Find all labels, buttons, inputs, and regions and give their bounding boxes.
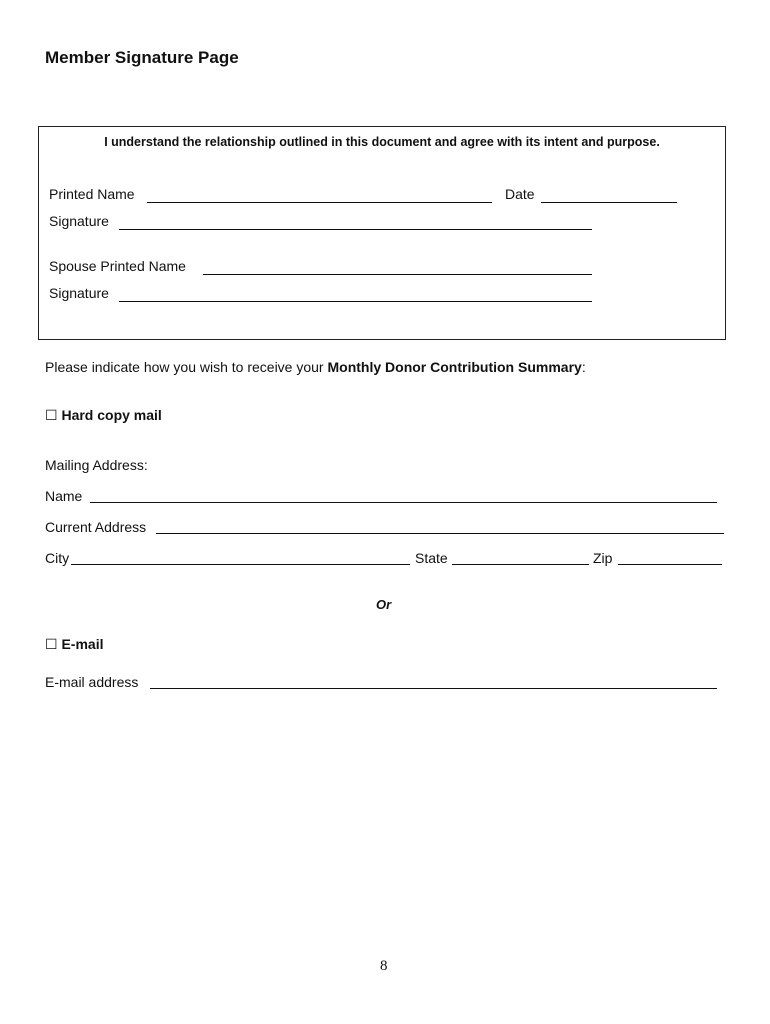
or-separator: Or [376,597,392,612]
signature-label: Signature [49,213,109,229]
current-address-line[interactable] [156,533,724,534]
spouse-signature-label: Signature [49,285,109,301]
delivery-prompt-suffix: : [581,359,586,375]
email-address-line[interactable] [150,688,717,689]
email-checkbox-icon[interactable]: ☐ [45,636,58,652]
delivery-prompt-emphasis: Monthly Donor Contribution Summary [327,359,582,375]
printed-name-label: Printed Name [49,186,135,202]
city-line[interactable] [71,564,410,565]
spouse-printed-name-label: Spouse Printed Name [49,258,186,274]
hard-copy-checkbox-icon[interactable]: ☐ [45,407,58,423]
spouse-signature-line[interactable] [119,301,592,302]
delivery-prompt-prefix: Please indicate how you wish to receive your [45,359,328,375]
delivery-prompt [45,359,586,375]
date-label: Date [505,186,535,202]
date-line[interactable] [541,202,677,203]
state-line[interactable] [452,564,589,565]
email-address-label: E-mail address [45,674,139,690]
page-number: 8 [380,958,388,974]
email-option[interactable] [45,636,103,653]
current-address-label: Current Address [45,519,147,535]
name-label: Name [45,488,83,504]
hard-copy-label: Hard copy mail [61,407,162,423]
zip-line[interactable] [618,564,722,565]
signature-line[interactable] [119,229,592,230]
page-title: Member Signature Page [45,48,239,67]
state-label: State [415,550,448,566]
printed-name-line[interactable] [147,202,492,203]
agreement-statement: I understand the relationship outlined in this document and agree with its intent and purpose. [104,135,660,149]
hard-copy-option[interactable] [45,407,162,424]
mailing-address-label: Mailing Address: [45,457,148,473]
spouse-printed-name-line[interactable] [203,274,592,275]
zip-label: Zip [593,550,613,566]
agreement-box [38,126,726,340]
name-line[interactable] [90,502,717,503]
email-option-label: E-mail [61,636,104,652]
city-label: City [45,550,70,566]
